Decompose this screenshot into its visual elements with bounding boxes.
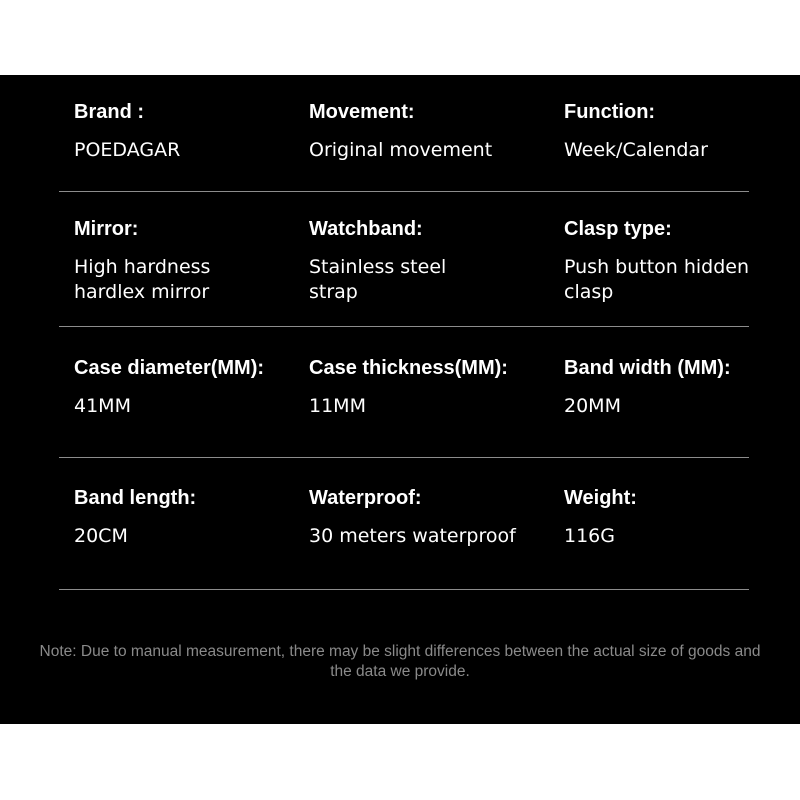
spec-label: Case diameter(MM): bbox=[74, 357, 265, 379]
spec-value: 30 meters waterproof bbox=[309, 525, 516, 547]
spec-label: Function: bbox=[564, 101, 656, 123]
spec-value: Stainless steel strap bbox=[309, 256, 447, 303]
spec-cell-weight bbox=[564, 486, 637, 549]
measurement-note: Note: Due to manual measurement, there may be slight differences between the actual size of goods and the data we provide. bbox=[39, 643, 761, 680]
spec-label: Band length: bbox=[74, 487, 197, 509]
spec-cell-watchband bbox=[309, 217, 446, 305]
divider bbox=[59, 191, 749, 192]
spec-panel bbox=[0, 75, 800, 724]
spec-value: POEDAGAR bbox=[74, 139, 181, 161]
spec-cell-band-width bbox=[564, 356, 731, 419]
spec-label: Mirror: bbox=[74, 218, 139, 240]
spec-value: 11MM bbox=[309, 395, 366, 417]
spec-value: 116G bbox=[564, 525, 615, 547]
spec-label: Clasp type: bbox=[564, 218, 672, 240]
spec-label: Movement: bbox=[309, 101, 415, 123]
spec-value: 20CM bbox=[74, 525, 128, 547]
spec-label: Band width (MM): bbox=[564, 357, 731, 379]
divider bbox=[59, 457, 749, 458]
spec-value: Original movement bbox=[309, 139, 493, 161]
spec-value: High hardness hardlex mirror bbox=[74, 256, 211, 303]
divider bbox=[59, 326, 749, 327]
spec-cell-movement bbox=[309, 100, 492, 163]
spec-cell-band-length bbox=[74, 486, 196, 549]
spec-label: Brand : bbox=[74, 101, 144, 123]
spec-cell-clasp-type bbox=[564, 217, 749, 305]
spec-label: Case thickness(MM): bbox=[309, 357, 508, 379]
spec-cell-brand bbox=[74, 100, 180, 163]
spec-value: Push button hidden clasp bbox=[564, 256, 750, 303]
spec-value: Week/Calendar bbox=[564, 139, 708, 161]
spec-value: 41MM bbox=[74, 395, 131, 417]
spec-label: Weight: bbox=[564, 487, 637, 509]
spec-value: 20MM bbox=[564, 395, 621, 417]
spec-cell-case-thickness bbox=[309, 356, 508, 419]
spec-cell-mirror bbox=[74, 217, 210, 305]
spec-label: Watchband: bbox=[309, 218, 423, 240]
spec-label: Waterproof: bbox=[309, 487, 422, 509]
spec-cell-waterproof bbox=[309, 486, 516, 549]
spec-cell-function bbox=[564, 100, 708, 163]
divider bbox=[59, 589, 749, 590]
spec-cell-case-diameter bbox=[74, 356, 264, 419]
